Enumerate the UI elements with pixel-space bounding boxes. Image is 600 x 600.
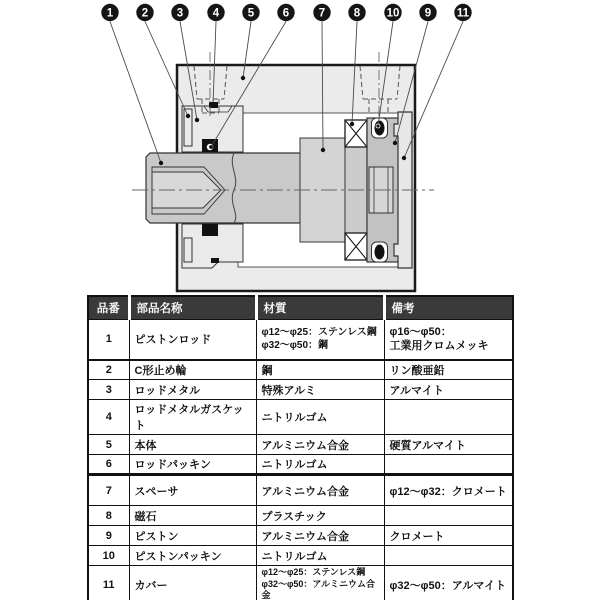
part-note: φ12～φ32：クロメート (384, 475, 513, 506)
part-no: 8 (88, 506, 129, 526)
part-material: ニトリルゴム (256, 546, 384, 566)
part-no: 11 (88, 566, 129, 600)
part-material: 特殊アルミ (256, 380, 384, 400)
header-part-name: 部品名称 (129, 296, 256, 320)
table-row-6 (88, 455, 513, 475)
part-note (384, 546, 513, 566)
piston-packing-bottom-shape (372, 242, 388, 262)
table-row-2 (88, 360, 513, 380)
table-row-1 (88, 320, 513, 360)
part-no: 10 (88, 546, 129, 566)
part-material: アルミニウム合金 (256, 435, 384, 455)
part-name: 本体 (129, 435, 256, 455)
part-no: 2 (88, 360, 129, 380)
svg-text:7: 7 (318, 7, 326, 20)
table-header-row (88, 296, 513, 320)
part-material: アルミニウム合金 (256, 475, 384, 506)
cylinder-cross-section-diagram (0, 0, 600, 298)
part-material: アルミニウム合金 (256, 526, 384, 546)
part-note (384, 455, 513, 475)
header-material: 材質 (256, 296, 384, 320)
part-name: スペーサ (129, 475, 256, 506)
part-material: ニトリルゴム (256, 455, 384, 475)
part-note: φ16～φ50： 工業用クロムメッキ (384, 320, 513, 360)
table-row-4 (88, 400, 513, 435)
svg-text:9: 9 (424, 7, 432, 20)
part-no: 1 (88, 320, 129, 360)
table-row-8 (88, 506, 513, 526)
table-row-10 (88, 546, 513, 566)
table-row-3 (88, 380, 513, 400)
part-no: 7 (88, 475, 129, 506)
magnet-top-shape (345, 120, 367, 147)
part-name: ピストンパッキン (129, 546, 256, 566)
part-no: 4 (88, 400, 129, 435)
part-name: C形止め輪 (129, 360, 256, 380)
part-material: φ12～φ25：ステンレス鋼 φ32～φ50：鋼 (256, 320, 384, 360)
callout-1 (101, 4, 163, 165)
rod-metal-gasket-bottom-shape (211, 258, 219, 263)
svg-text:6: 6 (282, 7, 290, 20)
rod-packing-bottom-shape (202, 224, 218, 236)
piston-packing-top-shape (372, 118, 388, 138)
svg-text:4: 4 (212, 7, 220, 20)
part-name: ロッドメタル (129, 380, 256, 400)
part-no: 3 (88, 380, 129, 400)
table-row-11 (88, 566, 513, 600)
part-name: ピストン (129, 526, 256, 546)
part-note: リン酸亜鉛 (384, 360, 513, 380)
part-name: 磁石 (129, 506, 256, 526)
part-name: カバー (129, 566, 256, 600)
magnet-bottom-shape (345, 233, 367, 260)
svg-text:2: 2 (141, 7, 149, 20)
part-material: 鋼 (256, 360, 384, 380)
header-remarks: 備考 (384, 296, 513, 320)
table-row-7 (88, 475, 513, 506)
c-ring-bottom-shape (184, 238, 192, 262)
part-material: φ12～φ25：ステンレス鋼 φ32～φ50：アルミニウム合金 (256, 566, 384, 600)
svg-text:3: 3 (176, 7, 184, 20)
svg-text:11: 11 (456, 7, 470, 20)
part-note: 硬質アルマイト (384, 435, 513, 455)
svg-text:8: 8 (353, 7, 361, 20)
svg-text:1: 1 (106, 7, 114, 20)
parts-table (87, 295, 514, 600)
part-no: 5 (88, 435, 129, 455)
table-row-5 (88, 435, 513, 455)
part-note (384, 506, 513, 526)
part-name: ロッドパッキン (129, 455, 256, 475)
part-material: ニトリルゴム (256, 400, 384, 435)
svg-text:5: 5 (247, 7, 255, 20)
svg-text:10: 10 (386, 7, 400, 20)
part-note: クロメート (384, 526, 513, 546)
part-note (384, 400, 513, 435)
part-name: ロッドメタルガスケット (129, 400, 256, 435)
header-part-no: 品番 (88, 296, 129, 320)
part-note: アルマイト (384, 380, 513, 400)
table-row-9 (88, 526, 513, 546)
part-material: プラスチック (256, 506, 384, 526)
part-name: ピストンロッド (129, 320, 256, 360)
part-note: φ32～φ50：アルマイト (384, 566, 513, 600)
part-no: 6 (88, 455, 129, 475)
part-no: 9 (88, 526, 129, 546)
